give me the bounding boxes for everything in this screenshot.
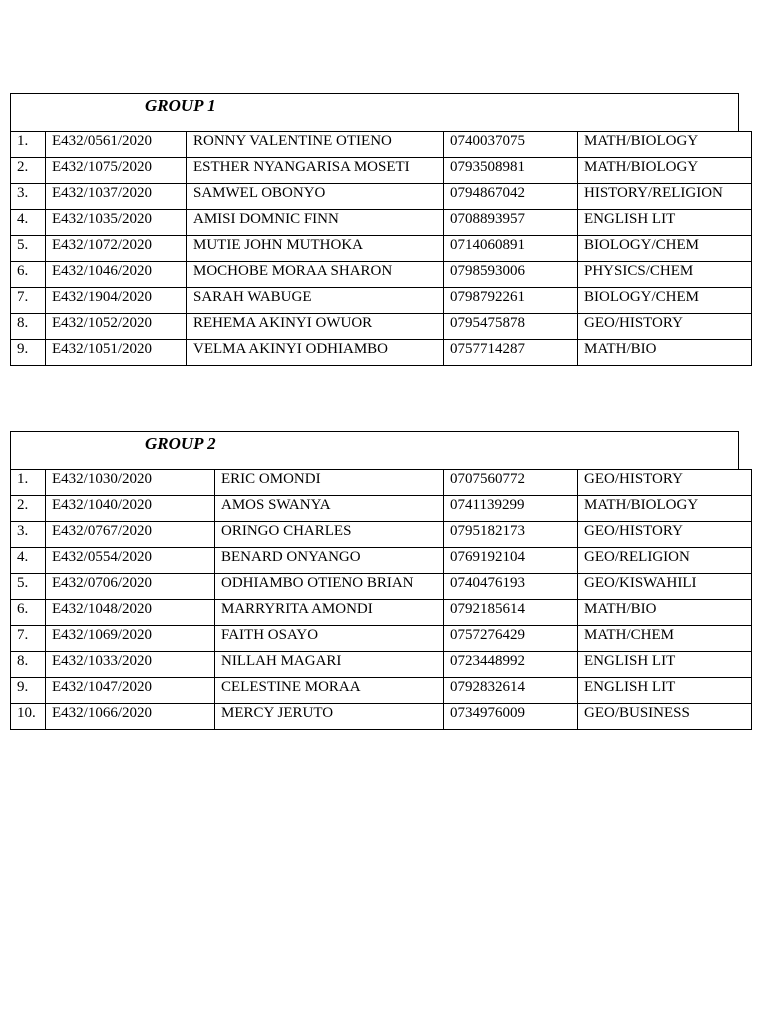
subject-combination: MATH/BIO [578,340,752,366]
row-number: 6. [11,600,46,626]
registration-number: E432/1069/2020 [46,626,215,652]
registration-number: E432/1072/2020 [46,236,187,262]
subject-combination: GEO/HISTORY [578,522,752,548]
table-body [11,470,752,730]
row-number: 1. [11,470,46,496]
phone-number: 0723448992 [444,652,578,678]
registration-number: E432/1037/2020 [46,184,187,210]
student-name: RONNY VALENTINE OTIENO [187,132,444,158]
student-name: BENARD ONYANGO [215,548,444,574]
student-name: MUTIE JOHN MUTHOKA [187,236,444,262]
phone-number: 0795182173 [444,522,578,548]
student-name: MARRYRITA AMONDI [215,600,444,626]
subject-combination: GEO/HISTORY [578,314,752,340]
table-row [11,548,752,574]
group-title: GROUP 2 [145,434,216,453]
registration-number: E432/1030/2020 [46,470,215,496]
student-name: AMISI DOMNIC FINN [187,210,444,236]
table-row [11,158,752,184]
subject-combination: MATH/BIOLOGY [578,132,752,158]
row-number: 2. [11,496,46,522]
phone-number: 0707560772 [444,470,578,496]
registration-number: E432/0554/2020 [46,548,215,574]
group-table [10,469,752,730]
student-name: ESTHER NYANGARISA MOSETI [187,158,444,184]
registration-number: E432/0706/2020 [46,574,215,600]
subject-combination: GEO/RELIGION [578,548,752,574]
row-number: 6. [11,262,46,288]
student-name: REHEMA AKINYI OWUOR [187,314,444,340]
phone-number: 0757276429 [444,626,578,652]
subject-combination: GEO/KISWAHILI [578,574,752,600]
phone-number: 0795475878 [444,314,578,340]
subject-combination: GEO/BUSINESS [578,704,752,730]
table-row [11,262,752,288]
registration-number: E432/0767/2020 [46,522,215,548]
table-row [11,340,752,366]
registration-number: E432/0561/2020 [46,132,187,158]
student-name: NILLAH MAGARI [215,652,444,678]
registration-number: E432/1040/2020 [46,496,215,522]
student-name: VELMA AKINYI ODHIAMBO [187,340,444,366]
row-number: 3. [11,522,46,548]
subject-combination: MATH/BIO [578,600,752,626]
table-row [11,470,752,496]
student-name: MOCHOBE MORAA SHARON [187,262,444,288]
phone-number: 0792185614 [444,600,578,626]
table-row [11,314,752,340]
registration-number: E432/1904/2020 [46,288,187,314]
student-name: ERIC OMONDI [215,470,444,496]
student-name: AMOS SWANYA [215,496,444,522]
row-number: 1. [11,132,46,158]
student-name: ORINGO CHARLES [215,522,444,548]
registration-number: E432/1047/2020 [46,678,215,704]
phone-number: 0798792261 [444,288,578,314]
row-number: 4. [11,210,46,236]
subject-combination: MATH/BIOLOGY [578,158,752,184]
registration-number: E432/1033/2020 [46,652,215,678]
row-number: 2. [11,158,46,184]
subject-combination: ENGLISH LIT [578,678,752,704]
row-number: 7. [11,626,46,652]
row-number: 4. [11,548,46,574]
group-table [10,131,752,366]
subject-combination: MATH/BIOLOGY [578,496,752,522]
registration-number: E432/1046/2020 [46,262,187,288]
subject-combination: HISTORY/RELIGION [578,184,752,210]
table-row [11,496,752,522]
row-number: 3. [11,184,46,210]
student-name: CELESTINE MORAA [215,678,444,704]
student-name: MERCY JERUTO [215,704,444,730]
subject-combination: BIOLOGY/CHEM [578,288,752,314]
phone-number: 0734976009 [444,704,578,730]
group-header [10,93,739,131]
registration-number: E432/1075/2020 [46,158,187,184]
table-row [11,522,752,548]
phone-number: 0708893957 [444,210,578,236]
table-row [11,600,752,626]
phone-number: 0741139299 [444,496,578,522]
subject-combination: ENGLISH LIT [578,210,752,236]
registration-number: E432/1035/2020 [46,210,187,236]
registration-number: E432/1066/2020 [46,704,215,730]
subject-combination: PHYSICS/CHEM [578,262,752,288]
phone-number: 0757714287 [444,340,578,366]
subject-combination: BIOLOGY/CHEM [578,236,752,262]
table-body [11,132,752,366]
subject-combination: MATH/CHEM [578,626,752,652]
row-number: 10. [11,704,46,730]
phone-number: 0792832614 [444,678,578,704]
row-number: 8. [11,314,46,340]
registration-number: E432/1052/2020 [46,314,187,340]
group-title: GROUP 1 [145,96,216,115]
table-row [11,288,752,314]
student-name: FAITH OSAYO [215,626,444,652]
row-number: 8. [11,652,46,678]
phone-number: 0714060891 [444,236,578,262]
subject-combination: GEO/HISTORY [578,470,752,496]
table-row [11,626,752,652]
table-row [11,184,752,210]
phone-number: 0798593006 [444,262,578,288]
group-1-section [10,93,751,366]
phone-number: 0740037075 [444,132,578,158]
table-row [11,236,752,262]
row-number: 5. [11,236,46,262]
table-row [11,210,752,236]
group-header [10,431,739,469]
row-number: 5. [11,574,46,600]
table-row [11,678,752,704]
row-number: 9. [11,340,46,366]
group-2-section [10,431,751,730]
student-name: ODHIAMBO OTIENO BRIAN [215,574,444,600]
student-name: SAMWEL OBONYO [187,184,444,210]
table-row [11,574,752,600]
table-row [11,652,752,678]
row-number: 7. [11,288,46,314]
registration-number: E432/1048/2020 [46,600,215,626]
phone-number: 0769192104 [444,548,578,574]
student-name: SARAH WABUGE [187,288,444,314]
subject-combination: ENGLISH LIT [578,652,752,678]
table-row [11,704,752,730]
phone-number: 0794867042 [444,184,578,210]
table-row [11,132,752,158]
registration-number: E432/1051/2020 [46,340,187,366]
phone-number: 0740476193 [444,574,578,600]
phone-number: 0793508981 [444,158,578,184]
row-number: 9. [11,678,46,704]
